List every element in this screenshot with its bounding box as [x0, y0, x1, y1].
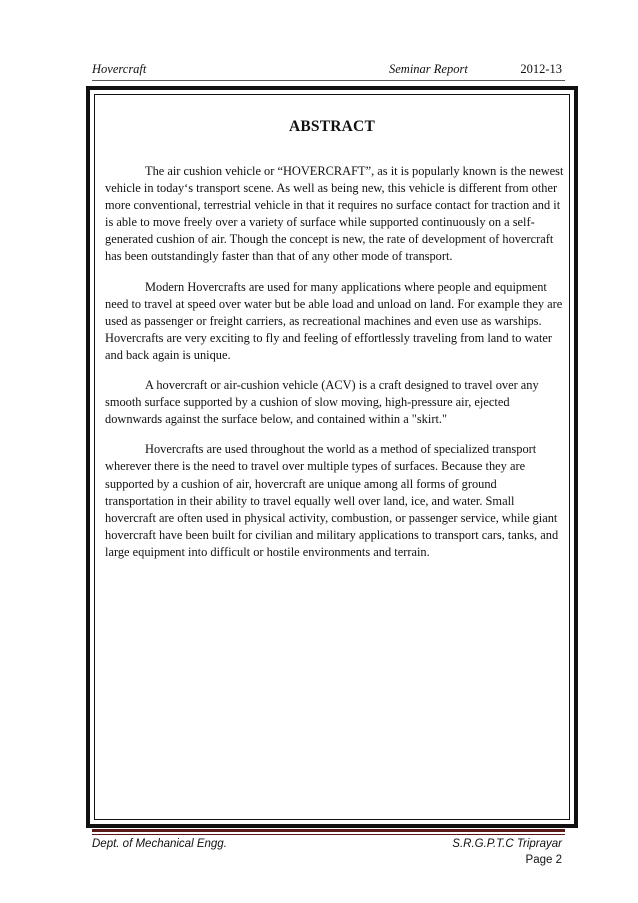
footer-divider-thin	[92, 834, 565, 835]
footer-institution: S.R.G.P.T.C Triprayar	[452, 838, 562, 850]
abstract-body	[105, 163, 567, 574]
paragraph: Hovercrafts are used throughout the world as a method of specialized transport wherever there is the need to travel over multiple types of surfaces. Because they are supported by a cushion of air, hovercraft are unique among all forms of ground transportation in their ability to travel equally well over land, ice, and water. Small hovercraft are often used in physical activity, combustion, or passenger service, while giant hovercraft have been built for civilian and military applications to transport cars, tanks, and large equipment into difficult or hostile environments and terrain.	[105, 442, 559, 559]
paragraph: The air cushion vehicle or “HOVERCRAFT”, as it is popularly known is the newest vehicle in today‘s transport scene. As well as being new, this vehicle is different from other more conventional, terrestrial vehicle in that it requires no surface contact for traction and it is able to move freely over a variety of surface while supported continuously on a self-generated cushion of air. Though the concept is new, the rate of development of hovercraft has been outstandingly faster than that of any other mode of transport.	[105, 164, 564, 264]
header-year: 2012-13	[520, 62, 562, 76]
page-header	[92, 62, 562, 80]
header-report-type: Seminar Report	[389, 62, 468, 76]
footer-divider-thick	[92, 829, 565, 832]
paragraph: Modern Hovercrafts are used for many applications where people and equipment need to travel at speed over water but be able load and unload on land. For example they are used as passenger or freight carriers, as recreational machines and even use as warships. Hovercrafts are very exciting to fly and feeling of effortlessly traveling from land to water and back again is unique.	[105, 279, 563, 362]
footer-department: Dept. of Mechanical Engg.	[92, 838, 227, 850]
header-divider	[92, 80, 565, 81]
paragraph: A hovercraft or air-cushion vehicle (ACV) is a craft designed to travel over any smooth surface supported by a cushion of slow moving, high-pressure air, ejected downwards against the surface below, and contained within a "skirt."	[105, 378, 539, 427]
header-document-title: Hovercraft	[92, 62, 147, 76]
page-number: Page 2	[525, 854, 562, 866]
section-title: ABSTRACT	[288, 118, 375, 135]
